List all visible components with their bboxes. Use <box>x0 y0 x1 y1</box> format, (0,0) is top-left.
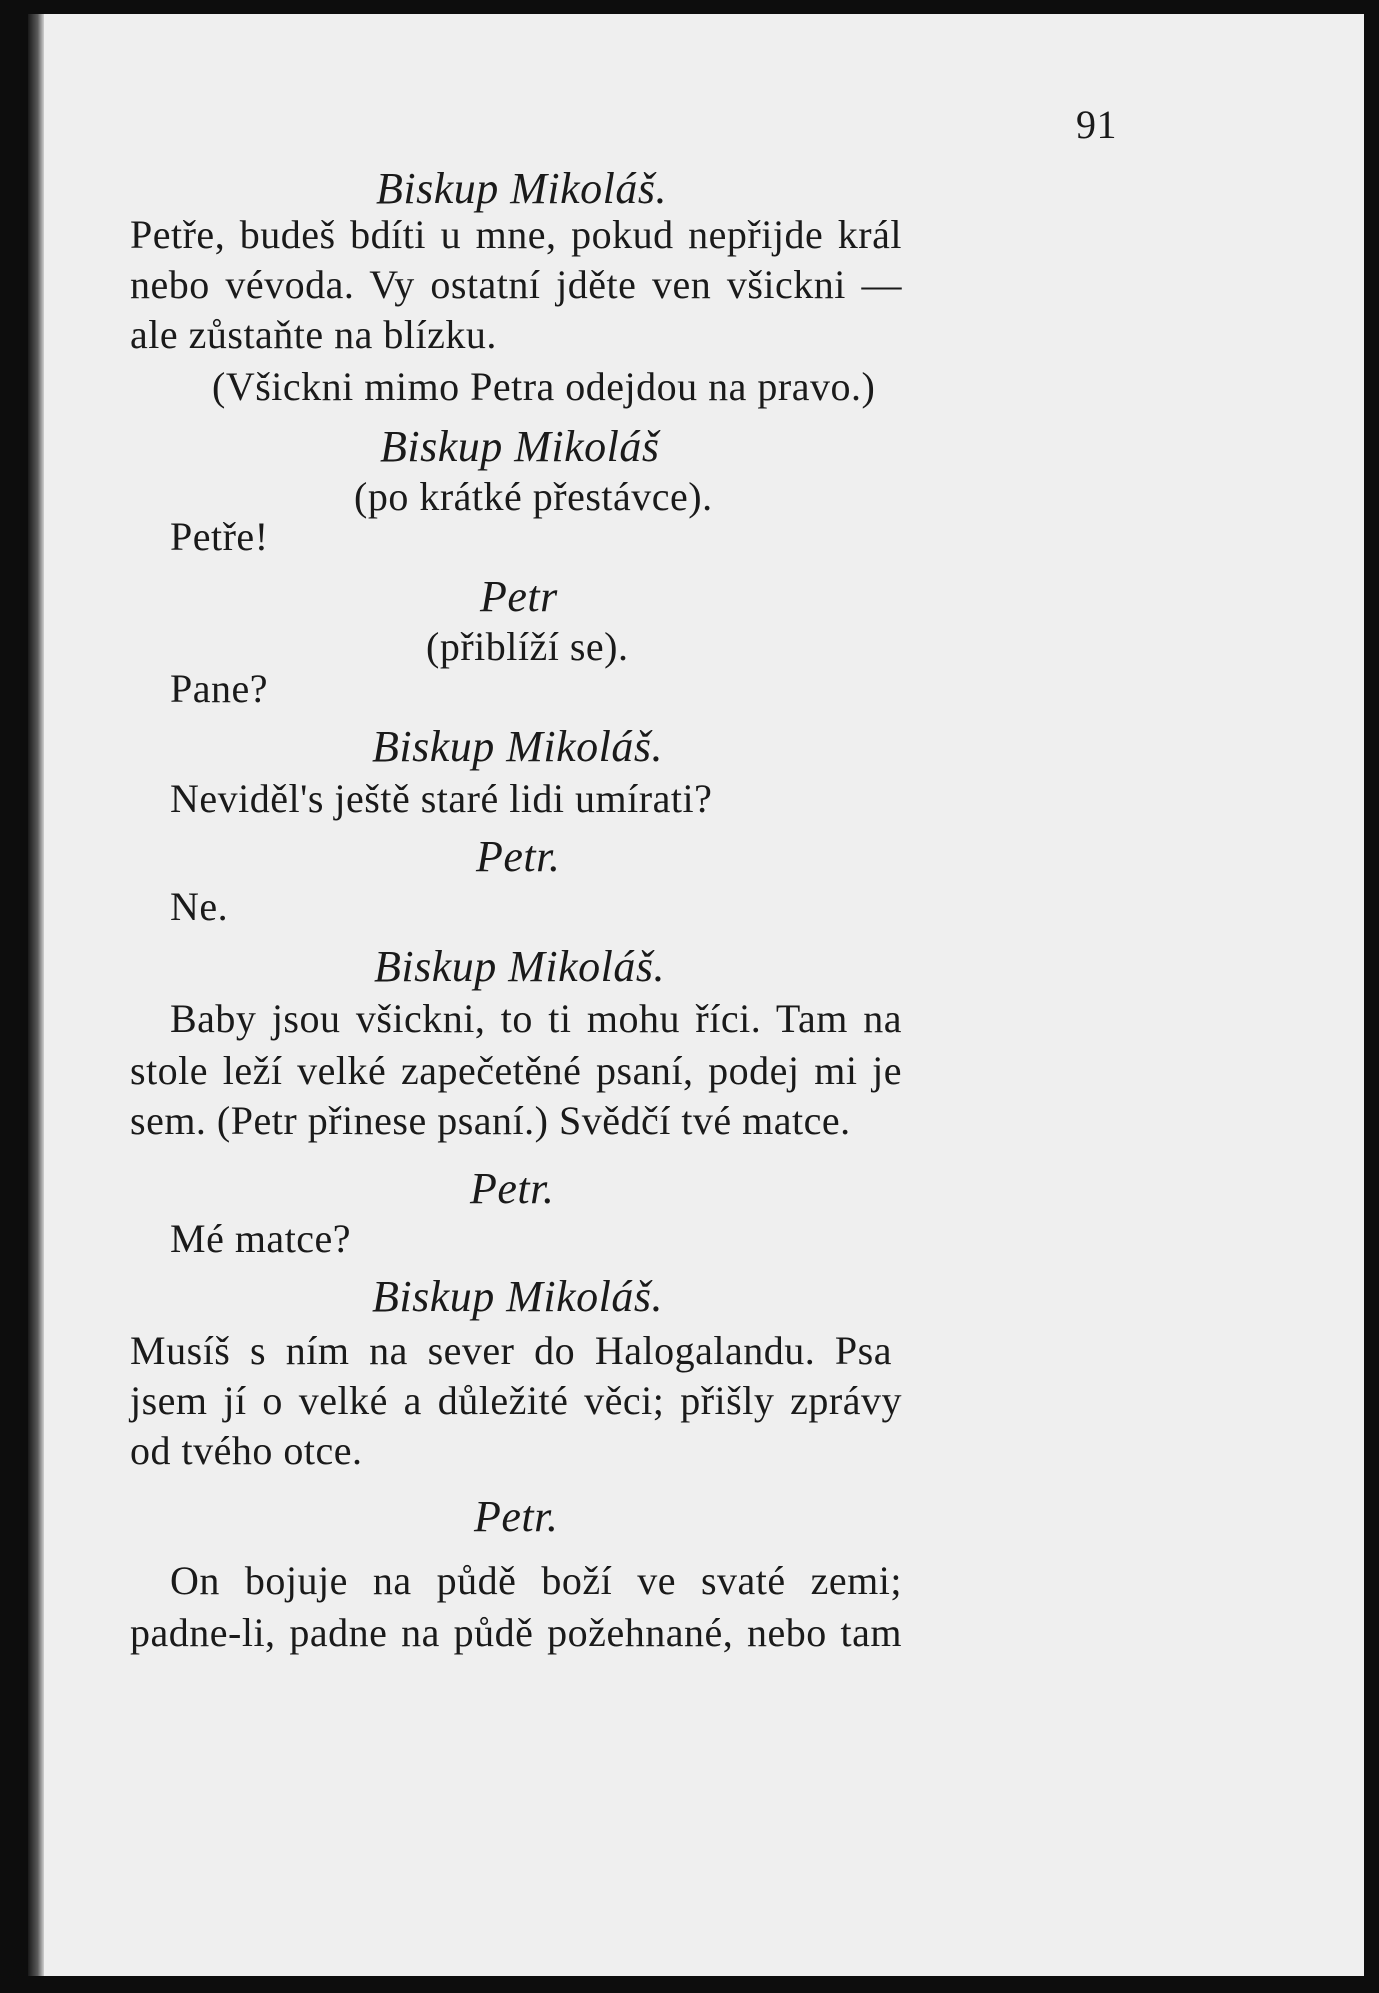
speaker-heading: Biskup Mikoláš <box>380 422 660 471</box>
book-page <box>28 14 1364 1976</box>
page-number: 91 <box>1076 102 1117 147</box>
speaker-heading: Petr. <box>470 1164 555 1213</box>
speaker-direction: (po krátké přestávce). <box>354 474 713 519</box>
dialogue-line: Petře! <box>170 514 269 559</box>
dialogue-line: Baby jsou všickni, to ti mohu říci. Tam na <box>170 996 902 1041</box>
dialogue-line: nebo vévoda. Vy ostatní jděte ven všickni — <box>130 262 902 307</box>
dialogue-line: Mé matce? <box>170 1216 352 1261</box>
dialogue-line: od tvého otce. <box>130 1428 363 1473</box>
dialogue-line: Petře, budeš bdíti u mne, pokud nepřijde král <box>130 212 902 257</box>
dialogue-line: Pane? <box>170 666 269 711</box>
dialogue-line: sem. (Petr přinese psaní.) Svědčí tvé matce. <box>130 1098 851 1143</box>
speaker-heading: Petr. <box>474 1492 559 1541</box>
speaker-heading: Biskup Mikoláš. <box>372 1272 664 1321</box>
speaker-heading: Biskup Mikoláš. <box>376 164 668 213</box>
dialogue-line: ale zůstaňte na blízku. <box>130 312 497 357</box>
speaker-direction: (přiblíží se). <box>426 624 629 669</box>
page-spine-edge <box>28 14 44 1976</box>
dialogue-line: Neviděl's ještě staré lidi umírati? <box>170 776 713 821</box>
stage-direction: (Všickni mimo Petra odejdou na pravo.) <box>212 364 876 409</box>
speaker-heading: Petr <box>480 572 558 621</box>
dialogue-line: Musíš s ním na sever do Halogalandu. Psa <box>130 1328 892 1373</box>
dialogue-line: On bojuje na půdě boží ve svaté zemi; <box>170 1558 902 1603</box>
dialogue-line: Ne. <box>170 884 229 929</box>
dialogue-line: padne-li, padne na půdě požehnané, nebo tam <box>130 1610 902 1655</box>
speaker-heading: Biskup Mikoláš. <box>374 942 666 991</box>
dialogue-line: stole leží velké zapečetěné psaní, podej mi je <box>130 1048 902 1093</box>
speaker-heading: Petr. <box>476 832 561 881</box>
speaker-heading: Biskup Mikoláš. <box>372 722 664 771</box>
dialogue-line: jsem jí o velké a důležité věci; přišly zprávy <box>130 1378 902 1423</box>
